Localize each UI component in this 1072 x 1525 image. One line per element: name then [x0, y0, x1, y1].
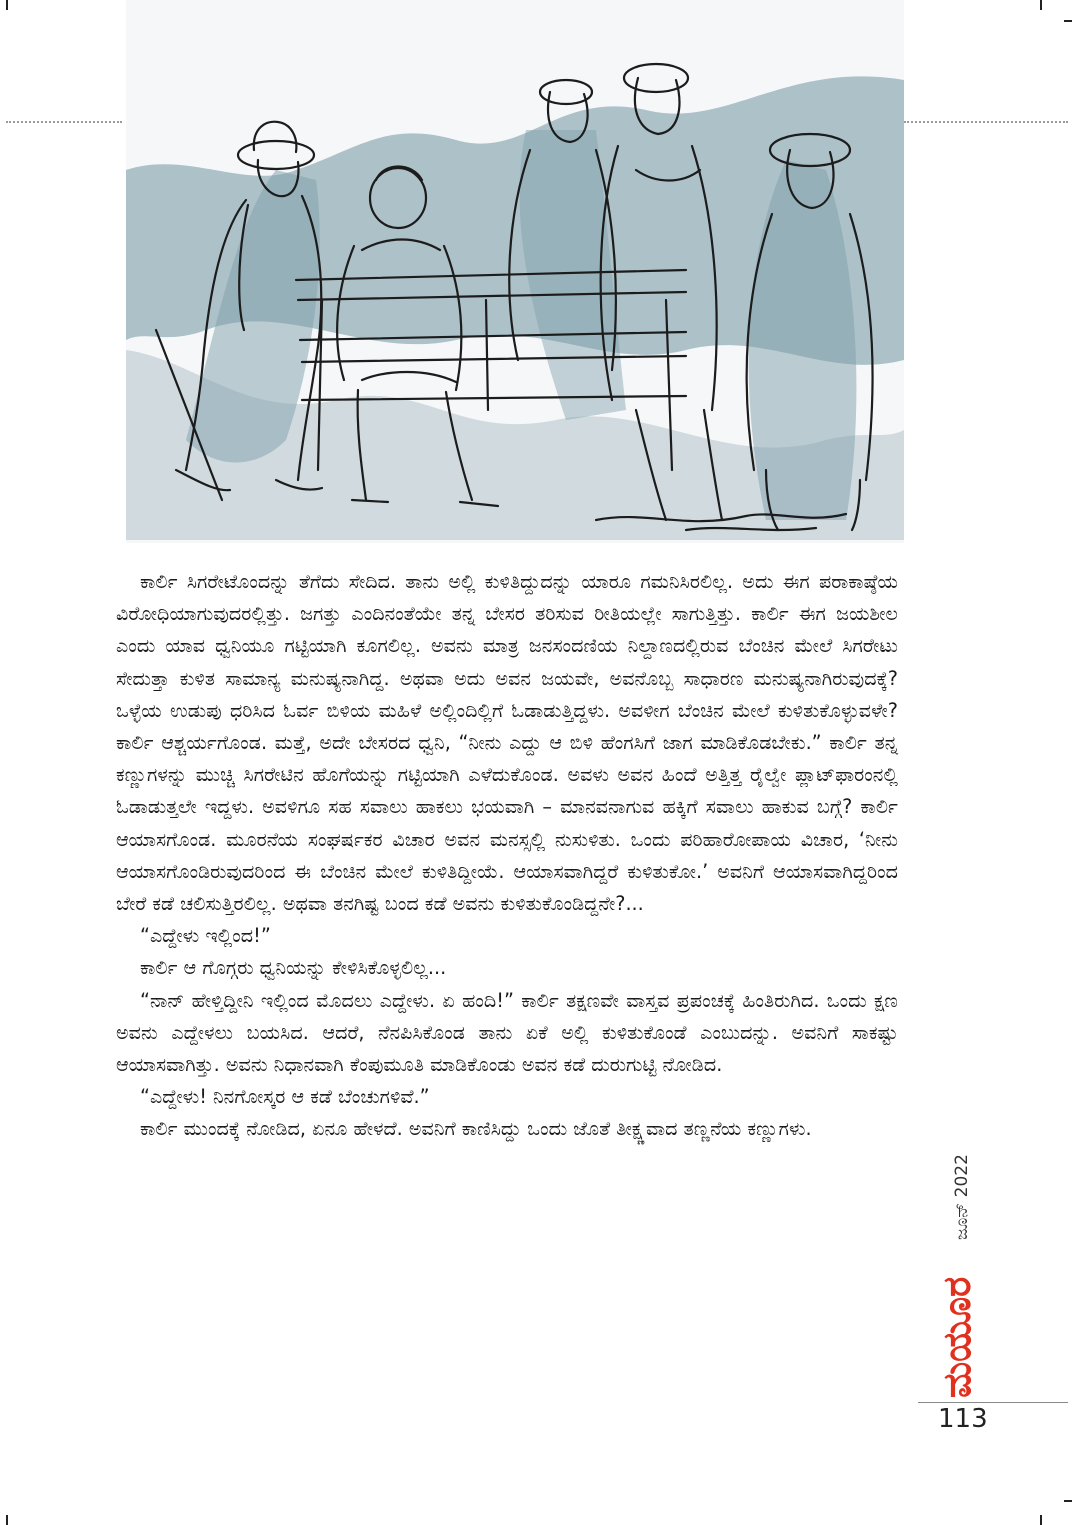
magazine-name: ಮಯೂರ: [935, 1276, 979, 1398]
dotted-rule-left: [6, 121, 122, 123]
article-paragraph: “ಎದ್ದೇಳು ಇಲ್ಲಿಂದ!”: [140, 924, 271, 948]
story-illustration: [126, 0, 904, 543]
crop-mark-right-upper: [1064, 20, 1072, 22]
crop-mark-top-right: [1040, 0, 1042, 10]
article-paragraph: ಕಾರ್ಲಿ ಆ ಗೊಗ್ಗರು ಧ್ವನಿಯನ್ನು ಕೇಳಿಸಿಕೊಳ್ಳಲಿಲ್ಲ...: [140, 956, 447, 980]
crop-mark-right-lower: [1064, 1500, 1072, 1502]
article-paragraph: “ನಾನ್ ಹೇಳ್ತಿದ್ದೀನಿ ಇಲ್ಲಿಂದ ಮೊದಲು ಎದ್ದೇಳು. ಏ ಹಂದಿ!” ಕಾರ್ಲಿ ತಕ್ಷಣವೇ ವಾಸ್ತವ ಪ್ರಪಂಚಕ್ಕೆ ಹಿಂತಿರುಗಿದ. ಒಂದು ಕ್ಷಣ ಅವನು ಎದ್ದೇಳಲು ಬಯಸಿದ. ಆದರೆ, ನೆನಪಿಸಿಕೊಂಡ ತಾನು ಏಕೆ ಅಲ್ಲಿ ಕುಳಿತುಕೊಂಡೆ ಎಂಬುದನ್ನು. ಅವನಿಗೆ ಸಾಕಷ್ಟು ಆಯಾಸವಾಗಿತ್ತು. ಅವನು ನಿಧಾನವಾಗಿ ಕೆಂಪುಮೂತಿ ಮಾಡಿಕೊಂಡು ಅವನ ಕಡೆ ದುರುಗುಟ್ಟಿ ನೋಡಿದ.: [116, 988, 898, 1077]
illustration-drawing: [126, 0, 904, 543]
article-body: [116, 566, 898, 1146]
article-paragraph: ಕಾರ್ಲಿ ಮುಂದಕ್ಕೆ ನೋಡಿದ, ಏನೂ ಹೇಳದೆ. ಅವನಿಗೆ ಕಾಣಿಸಿದ್ದು ಒಂದು ಜೊತೆ ತೀಕ್ಷ್ಣವಾದ ತಣ್ಣನೆಯ ಕಣ್ಣುಗಳು.: [140, 1117, 812, 1141]
crop-mark-bottom-left: [6, 1515, 8, 1525]
article-paragraph: ಕಾರ್ಲಿ ಸಿಗರೇಟೊಂದನ್ನು ತೆಗೆದು ಸೇದಿದ. ತಾನು ಅಲ್ಲಿ ಕುಳಿತಿದ್ದುದನ್ನು ಯಾರೂ ಗಮನಿಸಿರಲಿಲ್ಲ. ಅದು ಈಗ ಪರಾಕಾಷ್ಠೆಯ ವಿರೋಧಿಯಾಗುವುದರಲ್ಲಿತ್ತು. ಜಗತ್ತು ಎಂದಿನಂತೆಯೇ ತನ್ನ ಬೇಸರ ತರಿಸುವ ರೀತಿಯಲ್ಲೇ ಸಾಗುತ್ತಿತ್ತು. ಕಾರ್ಲಿ ಈಗ ಜಯಶೀಲ ಎಂದು ಯಾವ ಧ್ವನಿಯೂ ಗಟ್ಟಿಯಾಗಿ ಕೂಗಲಿಲ್ಲ. ಅವನು ಮಾತ್ರ ಜನಸಂದಣಿಯ ನಿಲ್ದಾಣದಲ್ಲಿರುವ ಬೆಂಚಿನ ಮೇಲೆ ಸಿಗರೇಟು ಸೇದುತ್ತಾ ಕುಳಿತ ಸಾಮಾನ್ಯ ಮನುಷ್ಯನಾಗಿದ್ದ. ಅಥವಾ ಅದು ಅವನ ಜಯವೇ, ಅವನೊಬ್ಬ ಸಾಧಾರಣ ಮನುಷ್ಯನಾಗಿರುವುದಕ್ಕೆ? ಒಳ್ಳೆಯ ಉಡುಪು ಧರಿಸಿದ ಓರ್ವ ಬಿಳಿಯ ಮಹಿಳೆ ಅಲ್ಲಿಂದಿಲ್ಲಿಗೆ ಓಡಾಡುತ್ತಿದ್ದಳು. ಅವಳೀಗ ಬೆಂಚಿನ ಮೇಲೆ ಕುಳಿತುಕೊಳ್ಳುವಳೇ? ಕಾರ್ಲಿ ಆಶ್ಚರ್ಯಗೊಂಡ. ಮತ್ತೆ, ಅದೇ ಬೇಸರದ ಧ್ವನಿ, “ನೀನು ಎದ್ದು ಆ ಬಿಳಿ ಹೆಂಗಸಿಗೆ ಜಾಗ ಮಾಡಿಕೊಡಬೇಕು.” ಕಾರ್ಲಿ ತನ್ನ ಕಣ್ಣುಗಳನ್ನು ಮುಚ್ಚಿ ಸಿಗರೇಟಿನ ಹೊಗೆಯನ್ನು ಗಟ್ಟಿಯಾಗಿ ಎಳೆದುಕೊಂಡ. ಅವಳು ಅವನ ಹಿಂದೆ ಅತ್ತಿತ್ತ ರೈಲ್ವೇ ಪ್ಲಾಟ್‌ಫಾರಂನಲ್ಲಿ ಓಡಾಡುತ್ತಲೇ ಇದ್ದಳು. ಅವಳಿಗೂ ಸಹ ಸವಾಲು ಹಾಕಲು ಭಯವಾಗಿ – ಮಾನವನಾಗುವ ಹಕ್ಕಿಗೆ ಸವಾಲು ಹಾಕುವ ಬಗ್ಗೆ? ಕಾರ್ಲಿ ಆಯಾಸಗೊಂಡ. ಮೂರನೆಯ ಸಂಘರ್ಷಕರ ವಿಚಾರ ಅವನ ಮನಸ್ಸಲ್ಲಿ ನುಸುಳಿತು. ಒಂದು ಪರಿಹಾರೋಪಾಯ ವಿಚಾರ, ‘ನೀನು ಆಯಾಸಗೊಂಡಿರುವುದರಿಂದ ಈ ಬೆಂಚಿನ ಮೇಲೆ ಕುಳಿತಿದ್ದೀಯೆ. ಆಯಾಸವಾಗಿದ್ದರೆ ಕುಳಿತುಕೋ.’ ಅವನಿಗೆ ಆಯಾಸವಾಗಿದ್ದರಿಂದ ಬೇರೆ ಕಡೆ ಚಲಿಸುತ್ತಿರಲಿಲ್ಲ. ಅಥವಾ ತನಗಿಷ್ಟ ಬಂದ ಕಡೆ ಅವನು ಕುಳಿತುಕೊಂಡಿದ್ದನೇ?...: [116, 570, 898, 916]
issue-date: ಜೂನ್ 2022: [952, 1154, 972, 1240]
watercolor-wash: [126, 76, 904, 540]
article-paragraph: “ಎದ್ದೇಳು! ನಿನಗೋಸ್ಕರ ಆ ಕಡೆ ಬೆಂಚುಗಳಿವೆ.”: [140, 1085, 430, 1109]
crop-mark-top-left: [6, 0, 8, 10]
crop-mark-bottom-right: [1040, 1515, 1042, 1525]
dotted-rule-right: [904, 121, 1068, 123]
page-number: 113: [938, 1404, 988, 1434]
